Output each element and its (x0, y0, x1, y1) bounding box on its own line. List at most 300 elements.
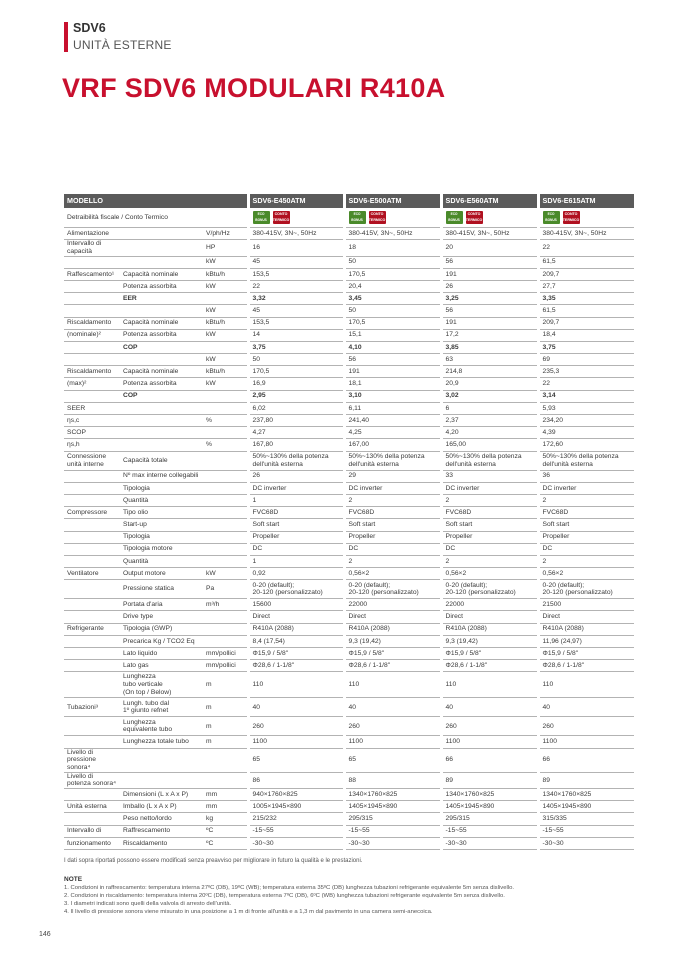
table-row (64, 317, 634, 329)
row-group-cell: (max)² (64, 378, 120, 390)
section-subtitle: UNITÀ ESTERNE (73, 38, 172, 52)
row-parameter-cell: Lato liquido (120, 648, 203, 660)
notes (64, 885, 514, 917)
row-group-cell: Tubazioni³ (64, 698, 120, 717)
row-value-cell: 56 (344, 354, 441, 366)
row-value-cell: 295/315 (344, 813, 441, 825)
table-row (64, 736, 634, 748)
row-group-cell: SEER (64, 402, 120, 414)
row-value-cell: DC inverter (538, 482, 634, 494)
notes-title: NOTE (64, 876, 83, 883)
row-parameter-cell: Start-up (120, 519, 203, 531)
row-unit-cell: Pa (203, 580, 248, 599)
table-row (64, 698, 634, 717)
table-row (64, 825, 634, 837)
row-value-cell: 0,56×2 (441, 568, 538, 580)
row-unit-cell (203, 507, 248, 519)
row-group-cell: ηs,c (64, 415, 120, 427)
row-value-cell: 172,60 (538, 439, 634, 451)
row-group-cell: Livello di pressione sonora⁴ (64, 748, 120, 772)
row-value-cell: R410A (2088) (538, 623, 634, 635)
row-parameter-cell: Capacità nominale (120, 366, 203, 378)
row-unit-cell: kW (203, 305, 248, 317)
row-group-cell (64, 789, 120, 801)
row-group-cell: Raffescamento¹ (64, 268, 120, 280)
row-parameter-cell (120, 772, 203, 788)
row-unit-cell (203, 451, 248, 470)
table-row (64, 837, 634, 849)
row-value-cell: 15,1 (344, 329, 441, 341)
row-parameter-cell: Tipologia (120, 482, 203, 494)
row-unit-cell: kBtu/h (203, 317, 248, 329)
row-value-cell: 209,7 (538, 268, 634, 280)
row-value-cell: R410A (2088) (344, 623, 441, 635)
row-unit-cell (203, 519, 248, 531)
row-value-cell: 45 (248, 305, 344, 317)
row-value-cell: 260 (538, 717, 634, 736)
row-value-cell: 36 (538, 470, 634, 482)
page-title: VRF SDV6 MODULARI R410A (62, 73, 446, 103)
row-unit-cell: m (203, 717, 248, 736)
table-row (64, 507, 634, 519)
row-unit-cell: % (203, 415, 248, 427)
table-row (64, 329, 634, 341)
row-unit-cell: % (203, 439, 248, 451)
row-unit-cell (203, 611, 248, 623)
row-value-cell: 18,4 (538, 329, 634, 341)
row-value-cell: 3,02 (441, 390, 538, 402)
row-group-cell (64, 341, 120, 353)
note-item: 1. Condizioni in raffrescamento: temperatura interna 27ºC (DB), 19ºC (WB); temperatura esterna 35ºC (DB) lunghezza tubazioni refrigerante equivalente 5m senza dislivello. (64, 885, 514, 891)
row-value-cell: 65 (248, 748, 344, 772)
row-parameter-cell (120, 228, 203, 240)
table-row (64, 623, 634, 635)
row-value-cell: 6,02 (248, 402, 344, 414)
row-group-cell: (nominale)² (64, 329, 120, 341)
table-row (64, 427, 634, 439)
row-value-cell: 15600 (248, 599, 344, 611)
disclaimer: I dati sopra riportati possono essere modificati senza preavviso per migliorare in futuro la qualità e le prestazioni. (64, 858, 363, 864)
row-parameter-cell: Tipo olio (120, 507, 203, 519)
row-value-cell: 380-415V, 3N~, 50Hz (441, 228, 538, 240)
table-row (64, 341, 634, 353)
row-value-cell: 20 (441, 240, 538, 256)
row-value-cell: Φ15,9 / 5/8" (344, 648, 441, 660)
row-group-cell: Ventilatore (64, 568, 120, 580)
row-value-cell: Propeller (344, 531, 441, 543)
row-parameter-cell: Imballo (L x A x P) (120, 801, 203, 813)
table-row (64, 402, 634, 414)
row-value-cell: 66 (538, 748, 634, 772)
table-row (64, 580, 634, 599)
row-value-cell: 1340×1760×825 (441, 789, 538, 801)
row-value-cell: 22 (538, 378, 634, 390)
row-group-cell (64, 736, 120, 748)
row-value-cell: DC (538, 543, 634, 555)
row-unit-cell: V/ph/Hz (203, 228, 248, 240)
section-accent-bar (64, 22, 68, 52)
row-parameter-cell: Quantità (120, 555, 203, 567)
row-value-cell: 61,5 (538, 305, 634, 317)
row-group-cell: Riscaldamento (64, 317, 120, 329)
row-unit-cell: ºC (203, 825, 248, 837)
table-row (64, 439, 634, 451)
row-value-cell: 20,4 (344, 280, 441, 292)
row-unit-cell: HP (203, 240, 248, 256)
row-value-cell: 9,3 (19,42) (441, 635, 538, 647)
row-value-cell: 3,75 (538, 341, 634, 353)
row-value-cell: 1100 (248, 736, 344, 748)
row-group-cell (64, 611, 120, 623)
row-unit-cell: m (203, 736, 248, 748)
row-value-cell: Direct (538, 611, 634, 623)
row-value-cell: 3,10 (344, 390, 441, 402)
row-parameter-cell: Tipologia (120, 531, 203, 543)
row-parameter-cell (120, 439, 203, 451)
row-value-cell: Φ28,6 / 1-1/8" (248, 660, 344, 672)
row-parameter-cell: Dimensioni (L x A x P) (120, 789, 203, 801)
eco-bonus-badge: ECO BONUS (446, 211, 463, 224)
row-unit-cell: mm (203, 789, 248, 801)
eco-bonus-badge: ECO BONUS (543, 211, 560, 224)
table-row (64, 635, 634, 647)
row-value-cell: 40 (344, 698, 441, 717)
table-row (64, 366, 634, 378)
row-unit-cell (203, 623, 248, 635)
table-row (64, 390, 634, 402)
row-unit-cell (203, 543, 248, 555)
row-value-cell: 1340×1760×825 (344, 789, 441, 801)
row-value-cell: 3,35 (538, 293, 634, 305)
row-unit-cell: m (203, 698, 248, 717)
row-unit-cell (203, 748, 248, 772)
row-value-cell: 1100 (441, 736, 538, 748)
table-row (64, 228, 634, 240)
row-parameter-cell: EER (120, 293, 203, 305)
row-unit-cell: kW (203, 329, 248, 341)
row-value-cell: 1405×1945×890 (344, 801, 441, 813)
row-unit-cell (203, 635, 248, 647)
row-value-cell: FVC68D (248, 507, 344, 519)
row-group-cell (64, 390, 120, 402)
page-number: 146 (39, 931, 51, 938)
table-row (64, 672, 634, 698)
row-value-cell: Propeller (538, 531, 634, 543)
row-parameter-cell: Quantità (120, 494, 203, 506)
row-value-cell: FVC68D (344, 507, 441, 519)
row-group-cell (64, 280, 120, 292)
row-value-cell: Direct (344, 611, 441, 623)
row-parameter-cell: Portata d'aria (120, 599, 203, 611)
row-value-cell: -30~30 (344, 837, 441, 849)
row-unit-cell (203, 494, 248, 506)
row-value-cell: 22000 (344, 599, 441, 611)
row-value-cell: 235,3 (538, 366, 634, 378)
table-row (64, 494, 634, 506)
row-value-cell: 3,45 (344, 293, 441, 305)
row-parameter-cell: Lunghezza totale tubo (120, 736, 203, 748)
row-value-cell: DC inverter (248, 482, 344, 494)
row-value-cell: 110 (441, 672, 538, 698)
row-value-cell: 2 (344, 555, 441, 567)
row-group-cell (64, 543, 120, 555)
row-value-cell: 0-20 (default); 20-120 (personalizzato) (248, 580, 344, 599)
row-value-cell: 29 (344, 470, 441, 482)
row-value-cell: DC (344, 543, 441, 555)
row-group-cell (64, 555, 120, 567)
row-unit-cell: m (203, 672, 248, 698)
row-group-cell: Riscaldamento (64, 366, 120, 378)
row-value-cell: 0-20 (default); 20-120 (personalizzato) (538, 580, 634, 599)
header-model-2: SDV6-E500ATM (344, 194, 441, 208)
row-parameter-cell: Lunghezza equivalente tubo (120, 717, 203, 736)
row-value-cell: DC inverter (441, 482, 538, 494)
row-group-cell (64, 635, 120, 647)
row-value-cell: 237,80 (248, 415, 344, 427)
row-group-cell: Connessione unità interne (64, 451, 120, 470)
row-value-cell: R410A (2088) (248, 623, 344, 635)
table-row (64, 789, 634, 801)
row-value-cell: Soft start (441, 519, 538, 531)
section-label: SDV6 (73, 21, 106, 35)
row-value-cell: 380-415V, 3N~, 50Hz (344, 228, 441, 240)
row-group-cell: Livello di potenza sonora⁴ (64, 772, 120, 788)
row-value-cell: 86 (248, 772, 344, 788)
row-value-cell: 6 (441, 402, 538, 414)
row-value-cell: Φ15,9 / 5/8" (248, 648, 344, 660)
row-group-cell: Unità esterna (64, 801, 120, 813)
row-value-cell: 4,25 (344, 427, 441, 439)
table-row (64, 531, 634, 543)
header-model-1: SDV6-E450ATM (248, 194, 344, 208)
table-row (64, 748, 634, 772)
row-value-cell: Φ15,9 / 5/8" (441, 648, 538, 660)
row-value-cell: 1100 (344, 736, 441, 748)
row-group-cell (64, 494, 120, 506)
row-value-cell: 2 (538, 555, 634, 567)
row-value-cell: 9,3 (19,42) (344, 635, 441, 647)
row-value-cell: 11,96 (24,97) (538, 635, 634, 647)
row-value-cell: -15~55 (538, 825, 634, 837)
table-row (64, 772, 634, 788)
row-group-cell (64, 470, 120, 482)
row-value-cell: DC (441, 543, 538, 555)
row-group-cell: Refrigerante (64, 623, 120, 635)
row-value-cell: 110 (344, 672, 441, 698)
row-unit-cell (203, 555, 248, 567)
row-value-cell: 50 (344, 256, 441, 268)
row-value-cell: 209,7 (538, 317, 634, 329)
row-unit-cell (203, 427, 248, 439)
row-group-cell (64, 256, 120, 268)
row-value-cell: FVC68D (441, 507, 538, 519)
row-unit-cell (203, 293, 248, 305)
row-value-cell: DC inverter (344, 482, 441, 494)
row-unit-cell: kBtu/h (203, 366, 248, 378)
row-value-cell: 0,56×2 (344, 568, 441, 580)
row-value-cell: 45 (248, 256, 344, 268)
row-unit-cell: kg (203, 813, 248, 825)
row-value-cell: -15~55 (248, 825, 344, 837)
row-value-cell: 17,2 (441, 329, 538, 341)
table-row (64, 451, 634, 470)
row-value-cell: 18,1 (344, 378, 441, 390)
row-value-cell: 0-20 (default); 20-120 (personalizzato) (344, 580, 441, 599)
row-parameter-cell: Output motore (120, 568, 203, 580)
row-parameter-cell (120, 354, 203, 366)
row-parameter-cell: Lato gas (120, 660, 203, 672)
row-parameter-cell: Potenza assorbita (120, 280, 203, 292)
row-value-cell: 69 (538, 354, 634, 366)
table-row (64, 611, 634, 623)
row-value-cell: 89 (538, 772, 634, 788)
row-value-cell: 33 (441, 470, 538, 482)
row-group-cell (64, 672, 120, 698)
row-value-cell: 2 (441, 555, 538, 567)
row-value-cell: 3,32 (248, 293, 344, 305)
table-row (64, 813, 634, 825)
row-value-cell: 50%~130% della potenza dell'unità esterna (441, 451, 538, 470)
row-group-cell (64, 293, 120, 305)
row-unit-cell: ºC (203, 837, 248, 849)
row-unit-cell: mm/pollici (203, 648, 248, 660)
note-item: 2. Condizioni in riscaldamento: temperatura interna 20ºC (DB), temperatura esterna 7ºC (DB), 6ºC (WB) lunghezza tubazioni refrigerante equivalente 5m senza dislivello. (64, 892, 505, 899)
row-parameter-cell (120, 305, 203, 317)
row-value-cell: Φ28,6 / 1-1/8" (538, 660, 634, 672)
table-row (64, 305, 634, 317)
row-parameter-cell: Riscaldamento (120, 837, 203, 849)
row-group-cell: Intervallo di capacità (64, 240, 120, 256)
row-value-cell: 16,9 (248, 378, 344, 390)
row-group-cell: ηs,h (64, 439, 120, 451)
row-value-cell: 170,5 (344, 317, 441, 329)
row-value-cell: 215/232 (248, 813, 344, 825)
row-value-cell: 1405×1945×890 (538, 801, 634, 813)
row-parameter-cell: Nº max interne collegabili (120, 470, 203, 482)
row-unit-cell (203, 341, 248, 353)
row-unit-cell (203, 390, 248, 402)
table-row (64, 717, 634, 736)
row-value-cell: 380-415V, 3N~, 50Hz (538, 228, 634, 240)
row-value-cell: 234,20 (538, 415, 634, 427)
header-model: MODELLO (64, 194, 248, 208)
row-value-cell: 241,40 (344, 415, 441, 427)
row-value-cell: Direct (248, 611, 344, 623)
row-parameter-cell: Tipologia (GWP) (120, 623, 203, 635)
row-parameter-cell (120, 402, 203, 414)
row-value-cell: 4,10 (344, 341, 441, 353)
row-group-cell (64, 648, 120, 660)
table-row (64, 555, 634, 567)
row-value-cell: 167,80 (248, 439, 344, 451)
table-row (64, 543, 634, 555)
row-parameter-cell (120, 256, 203, 268)
row-value-cell: 26 (441, 280, 538, 292)
row-parameter-cell (120, 748, 203, 772)
row-value-cell: -15~55 (344, 825, 441, 837)
row-value-cell: Φ28,6 / 1-1/8" (441, 660, 538, 672)
row-parameter-cell: Capacità totale (120, 451, 203, 470)
row-unit-cell (203, 470, 248, 482)
row-value-cell: 16 (248, 240, 344, 256)
row-group-cell (64, 580, 120, 599)
row-value-cell: 315/335 (538, 813, 634, 825)
conto-termico-badge: CONTO TERMICO 3.0 (368, 212, 386, 228)
row-parameter-cell: Capacità nominale (120, 268, 203, 280)
row-value-cell: 56 (441, 305, 538, 317)
row-group-cell (64, 519, 120, 531)
row-value-cell: 6,11 (344, 402, 441, 414)
row-group-cell: Compressore (64, 507, 120, 519)
row-value-cell: -30~30 (248, 837, 344, 849)
row-group-cell (64, 482, 120, 494)
row-group-cell (64, 531, 120, 543)
row-value-cell: 1100 (538, 736, 634, 748)
row-value-cell: 4,20 (441, 427, 538, 439)
row-value-cell: 940×1760×825 (248, 789, 344, 801)
row-parameter-cell: COP (120, 390, 203, 402)
row-value-cell: 2 (441, 494, 538, 506)
table-row (64, 660, 634, 672)
row-value-cell: 214,8 (441, 366, 538, 378)
note-item: 3. I diametri indicati sono quelli della valvola di arresto dell'unità. (64, 900, 232, 907)
row-value-cell: Propeller (441, 531, 538, 543)
table-row (64, 415, 634, 427)
row-value-cell: DC (248, 543, 344, 555)
row-group-cell: Intervallo di (64, 825, 120, 837)
row-value-cell: 191 (441, 317, 538, 329)
row-value-cell: 88 (344, 772, 441, 788)
row-value-cell: 0-20 (default); 20-120 (personalizzato) (441, 580, 538, 599)
conto-termico-badge: CONTO TERMICO 3.0 (465, 212, 483, 228)
row-unit-cell: m³/h (203, 599, 248, 611)
row-group-cell: SCOP (64, 427, 120, 439)
row-value-cell: 110 (248, 672, 344, 698)
row-value-cell: 63 (441, 354, 538, 366)
row-value-cell: 0,92 (248, 568, 344, 580)
row-parameter-cell: Pressione statica (120, 580, 203, 599)
row-group-cell (64, 599, 120, 611)
row-unit-cell: mm/pollici (203, 660, 248, 672)
row-value-cell: -15~55 (441, 825, 538, 837)
row-value-cell: Propeller (248, 531, 344, 543)
row-value-cell: 153,5 (248, 268, 344, 280)
row-unit-cell: kW (203, 378, 248, 390)
table-row (64, 568, 634, 580)
row-parameter-cell: Lunghezza tubo verticale (On top / Below) (120, 672, 203, 698)
row-value-cell: 5,93 (538, 402, 634, 414)
row-value-cell: 61,5 (538, 256, 634, 268)
table-row (64, 470, 634, 482)
badge-row-label: Detraibilità fiscale / Conto Termico (64, 208, 248, 228)
row-value-cell: 40 (441, 698, 538, 717)
row-value-cell: 66 (441, 748, 538, 772)
table-row (64, 801, 634, 813)
conto-termico-badge: CONTO TERMICO 3.0 (272, 212, 290, 228)
table-header-row (64, 194, 634, 208)
row-group-cell (64, 354, 120, 366)
row-value-cell: 165,00 (441, 439, 538, 451)
row-value-cell: 8,4 (17,54) (248, 635, 344, 647)
row-value-cell: 40 (538, 698, 634, 717)
row-group-cell (64, 660, 120, 672)
row-value-cell: 1 (248, 494, 344, 506)
row-value-cell: 18 (344, 240, 441, 256)
row-value-cell: 2 (538, 494, 634, 506)
row-value-cell: Soft start (538, 519, 634, 531)
row-parameter-cell: Capacità nominale (120, 317, 203, 329)
row-unit-cell (203, 402, 248, 414)
